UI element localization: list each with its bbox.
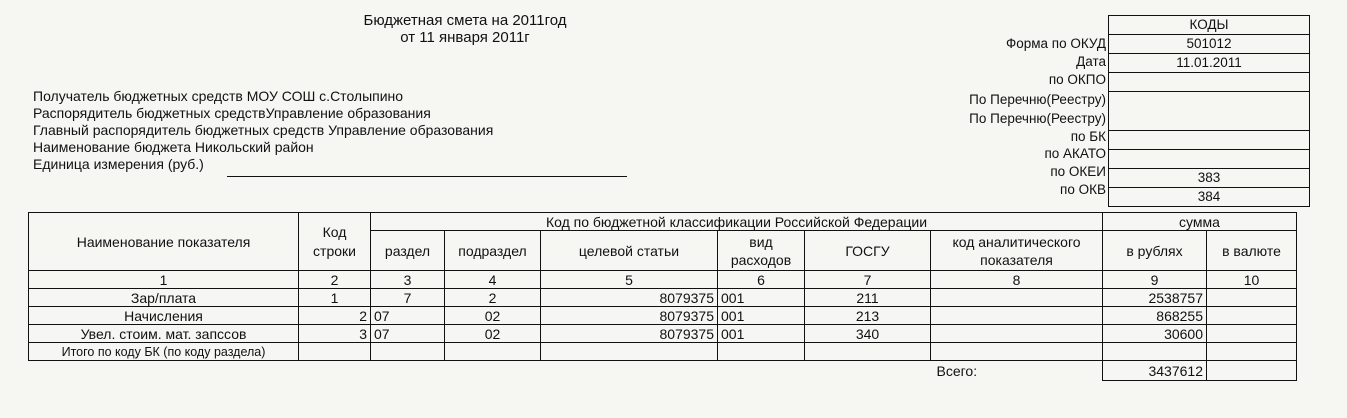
grand-total-currency xyxy=(1207,361,1297,381)
col-number: 1 xyxy=(29,271,299,289)
grand-total-row xyxy=(29,361,1297,381)
col-number: 2 xyxy=(299,271,371,289)
row-target-article: 8079375 xyxy=(541,307,718,325)
meta-unit: Единица измерения (руб.) xyxy=(33,156,204,172)
header-podrazdel: подраздел xyxy=(445,231,541,271)
document-title xyxy=(335,12,595,46)
code-value-registry xyxy=(1109,92,1309,131)
grand-total-spacer xyxy=(29,361,931,381)
col-number: 5 xyxy=(541,271,718,289)
row-rubles: 30600 xyxy=(1103,325,1207,343)
grand-total-label: Всего: xyxy=(936,362,978,379)
code-label-akato: по АКАТО xyxy=(1044,146,1106,161)
code-label-okv: по ОКВ xyxy=(1060,182,1106,197)
total-empty-cell xyxy=(931,343,1103,361)
row-gosgu: 213 xyxy=(805,307,931,325)
recipient-info xyxy=(33,88,493,173)
col-number: 4 xyxy=(445,271,541,289)
row-code: 2 xyxy=(299,307,371,325)
code-label-bk: по БК xyxy=(1070,129,1106,144)
header-classification-group: Код по бюджетной классификации Российской Федерации xyxy=(371,213,1103,231)
total-empty-cell xyxy=(1207,343,1297,361)
row-podrazdel: 02 xyxy=(445,307,541,325)
code-label-okpo: по ОКПО xyxy=(1048,72,1106,87)
header-indicator-name: Наименование показателя xyxy=(29,213,299,271)
row-rubles: 868255 xyxy=(1103,307,1207,325)
total-empty-cell xyxy=(541,343,718,361)
row-analytic xyxy=(931,289,1103,307)
codes-box xyxy=(1108,15,1310,207)
header-target-article: целевой статьи xyxy=(541,231,718,271)
meta-budget-name: Наименование бюджета Никольский район xyxy=(33,139,314,155)
row-expense-type: 001 xyxy=(718,325,805,343)
code-value-okei: 383 xyxy=(1109,169,1309,188)
row-expense-type: 001 xyxy=(718,307,805,325)
row-podrazdel: 2 xyxy=(445,289,541,307)
budget-table xyxy=(28,212,1297,381)
total-label: Итого по коду БК (по коду раздела) xyxy=(29,343,299,361)
row-target-article: 8079375 xyxy=(541,325,718,343)
col-number: 8 xyxy=(931,271,1103,289)
row-name: Зар/плата xyxy=(29,289,299,307)
table-row xyxy=(29,307,1297,325)
header-currency: в валюте xyxy=(1207,231,1297,271)
meta-distributor: Распорядитель бюджетных средствУправление образования xyxy=(33,105,431,121)
code-value-okpo xyxy=(1109,73,1309,92)
table-header-row-1 xyxy=(29,213,1297,231)
meta-recipient: Получатель бюджетных средств МОУ СОШ с.Столыпино xyxy=(33,88,404,104)
row-target-article: 8079375 xyxy=(541,289,718,307)
header-expense-type: вид расходов xyxy=(718,231,805,271)
code-label-registry-1: По Перечню(Реестру) xyxy=(969,92,1106,107)
code-label-date: Дата xyxy=(1076,54,1106,69)
row-razdel: 07 xyxy=(371,325,445,343)
total-empty-cell xyxy=(1103,343,1207,361)
header-razdel: раздел xyxy=(371,231,445,271)
row-podrazdel: 02 xyxy=(445,325,541,343)
row-name: Начисления xyxy=(29,307,299,325)
row-gosgu: 211 xyxy=(805,289,931,307)
total-empty-cell xyxy=(718,343,805,361)
col-number: 10 xyxy=(1207,271,1297,289)
total-empty-cell xyxy=(371,343,445,361)
row-code: 3 xyxy=(299,325,371,343)
row-razdel: 07 xyxy=(371,307,445,325)
row-currency xyxy=(1207,325,1297,343)
table-row xyxy=(29,289,1297,307)
grand-total-value: 3437612 xyxy=(1103,361,1207,381)
row-razdel: 7 xyxy=(371,289,445,307)
title-line-1: Бюджетная смета на 2011год xyxy=(363,12,567,29)
code-value-okud: 501012 xyxy=(1109,35,1309,54)
code-value-akato xyxy=(1109,150,1309,169)
row-name: Увел. стоим. мат. запссов xyxy=(29,325,299,343)
total-empty-cell xyxy=(299,343,371,361)
row-code: 1 xyxy=(299,289,371,307)
meta-main-distributor: Главный распорядитель бюджетных средств Управление образования xyxy=(33,122,494,138)
header-sum: сумма xyxy=(1103,213,1297,231)
code-label-okei: по ОКЕИ xyxy=(1050,164,1106,179)
title-line-2: от 11 января 2011г xyxy=(400,29,530,46)
code-value-bk xyxy=(1109,131,1309,150)
table-total-row xyxy=(29,343,1297,361)
table-row xyxy=(29,325,1297,343)
code-label-okud: Форма по ОКУД xyxy=(1005,36,1106,51)
col-number: 9 xyxy=(1103,271,1207,289)
header-rubles: в рублях xyxy=(1103,231,1207,271)
row-analytic xyxy=(931,307,1103,325)
header-row-code: Код строки xyxy=(299,213,371,271)
total-empty-cell xyxy=(445,343,541,361)
header-analytic-code: код аналитического показателя xyxy=(931,231,1103,271)
row-expense-type: 001 xyxy=(718,289,805,307)
row-analytic xyxy=(931,325,1103,343)
header-gosgu: ГОСГУ xyxy=(805,231,931,271)
col-number: 7 xyxy=(805,271,931,289)
table-number-row xyxy=(29,271,1297,289)
code-value-date: 11.01.2011 xyxy=(1109,54,1309,73)
row-gosgu: 340 xyxy=(805,325,931,343)
total-empty-cell xyxy=(805,343,931,361)
col-number: 3 xyxy=(371,271,445,289)
code-label-registry-2: По Перечню(Реестру) xyxy=(969,111,1106,126)
row-rubles: 2538757 xyxy=(1103,289,1207,307)
unit-underline xyxy=(227,176,627,177)
codes-header: КОДЫ xyxy=(1109,16,1309,35)
row-currency xyxy=(1207,289,1297,307)
code-value-okv: 384 xyxy=(1109,188,1309,207)
row-currency xyxy=(1207,307,1297,325)
col-number: 6 xyxy=(718,271,805,289)
